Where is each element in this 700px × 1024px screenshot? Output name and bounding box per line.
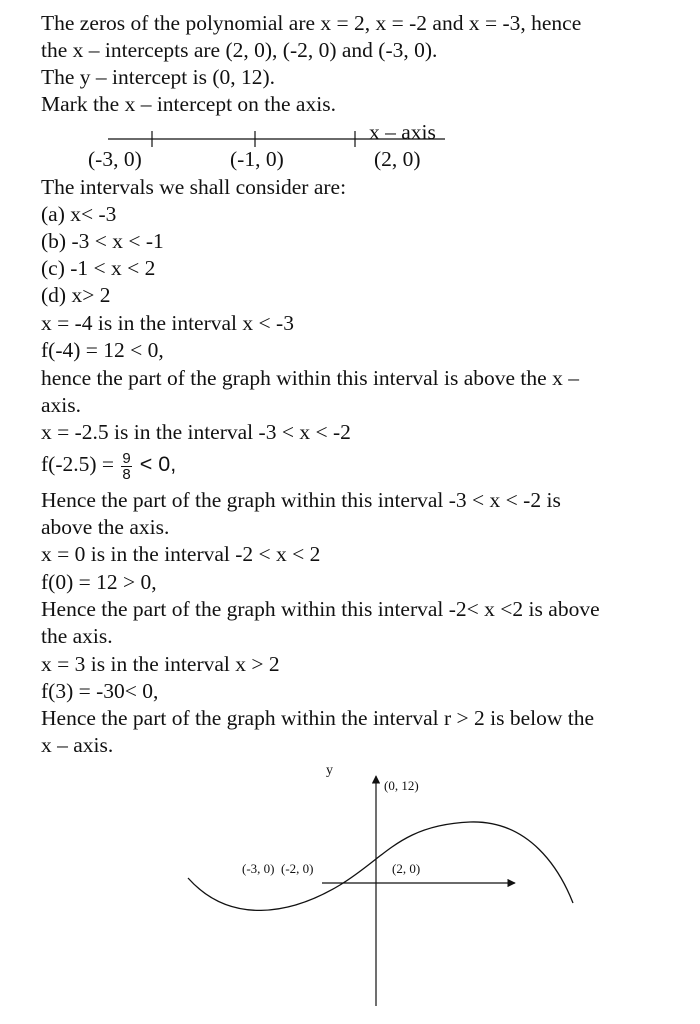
- interval-b: (b) -3 < x < -1: [41, 229, 164, 253]
- number-line-label-2: (-1, 0): [230, 147, 284, 171]
- graph-y-label: y: [326, 763, 333, 778]
- test2-line-4: above the axis.: [41, 515, 170, 539]
- number-line-label-3: (2, 0): [374, 147, 421, 171]
- number-line-axis-label: x – axis: [369, 120, 436, 144]
- intro-line-1: The zeros of the polynomial are x = 2, x = -2 and x = -3, hence: [41, 11, 582, 35]
- graph-left-intercepts-label: (-3, 0) (-2, 0): [242, 861, 314, 876]
- test3-line-2: f(0) = 12 > 0,: [41, 570, 157, 594]
- interval-d: (d) x> 2: [41, 283, 111, 307]
- test3-line-1: x = 0 is in the interval -2 < x < 2: [41, 542, 321, 566]
- test3-line-4: the axis.: [41, 624, 113, 648]
- test4-line-4: x – axis.: [41, 733, 114, 757]
- test1-line-2: f(-4) = 12 < 0,: [41, 338, 164, 362]
- intro-line-4: Mark the x – intercept on the axis.: [41, 92, 336, 116]
- test1-line-1: x = -4 is in the interval x < -3: [41, 311, 294, 335]
- test4-line-2: f(3) = -30< 0,: [41, 679, 159, 703]
- test2-f-suffix: < 0,: [133, 452, 177, 476]
- test2-line-1: x = -2.5 is in the interval -3 < x < -2: [41, 420, 351, 444]
- test2-f-prefix: f(-2.5) =: [41, 452, 120, 476]
- test1-line-3: hence the part of the graph within this interval is above the x –: [41, 366, 579, 390]
- interval-a: (a) x< -3: [41, 202, 117, 226]
- interval-c: (c) -1 < x < 2: [41, 256, 156, 280]
- intervals-heading: The intervals we shall consider are:: [41, 175, 347, 199]
- test3-line-3: Hence the part of the graph within this interval -2< x <2 is above: [41, 597, 600, 621]
- graph-y-intercept-label: (0, 12): [384, 778, 419, 793]
- graph-right-intercept-label: (2, 0): [392, 861, 421, 876]
- fraction-numerator: 9: [122, 449, 131, 467]
- test1-line-4: axis.: [41, 393, 82, 417]
- fraction-denominator: 8: [122, 465, 131, 483]
- number-line-label-1: (-3, 0): [88, 147, 142, 171]
- test4-line-3: Hence the part of the graph within the interval r > 2 is below the: [41, 706, 595, 730]
- intro-line-2: the x – intercepts are (2, 0), (-2, 0) and (-3, 0).: [41, 38, 438, 62]
- intro-line-3: The y – intercept is (0, 12).: [41, 65, 276, 89]
- test4-line-1: x = 3 is in the interval x > 2: [41, 652, 280, 676]
- test2-line-3: Hence the part of the graph within this interval -3 < x < -2 is: [41, 488, 561, 512]
